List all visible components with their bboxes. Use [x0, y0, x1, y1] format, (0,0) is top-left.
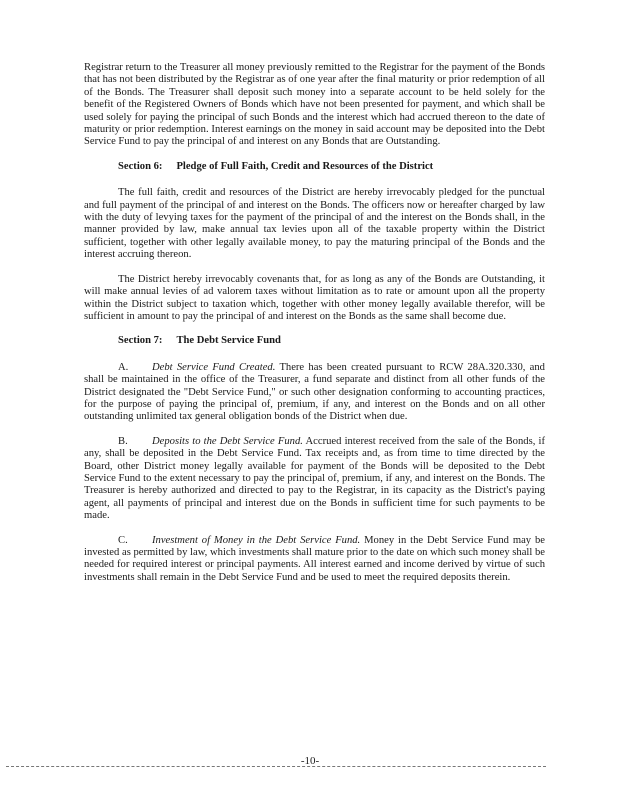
subsection-c-text: Money in the Debt Service Fund may be invested as permitted by law, which investments shall mature prior to the date on which such money shall be needed for required interest or principal payments. All interest earned and income derived by virtue of such investments shall remain in the Debt Service Fund and be used to meet the required deposits therein. [84, 534, 545, 583]
continued-paragraph: Registrar return to the Treasurer all money previously remitted to the Registrar for the payment of the Bonds that has not been distributed by the Registrar as of one year after the final maturity or prior redemption of all of the Bonds. The Treasurer shall deposit such money into a separate account to be held solely for the benefit of the Registered Owners of Bonds which have not been presented for payment, and which shall be used solely for paying the principal of such Bonds and the interest which had accrued thereon to the date of maturity or prior redemption. Interest earnings on the money in said account may be deposited into the Debt Service Fund to pay the principal of and interest on any Bonds that are Outstanding. [84, 62, 545, 148]
subsection-a-letter: A. [118, 361, 129, 373]
section-7-number: Section 7: [118, 335, 163, 347]
section-6-paragraph-1: The full faith, credit and resources of the District are hereby irrevocably pledged for the punctual and full payment of the principal of and interest on the Bonds. The officers now or hereafter charged by law with the duty of levying taxes for the payment of the principal of and the interest on the Bonds shall, in the manner provided by law, make annual tax levies upon all of the taxable property within the District sufficient, together with other legally available money, to pay the maturing principal of the Bonds and the interest accruing thereon. [84, 187, 545, 261]
section-7-title: The Debt Service Fund [176, 335, 281, 347]
subsection-c [84, 535, 545, 585]
section-6-paragraph-2: The District hereby irrevocably covenants that, for as long as any of the Bonds are Outstanding, it will make annual levies of ad valorem taxes without limitation as to rate or amount upon all the property within the District subject to taxation which, together with other money legally available therefor, will be sufficient in amount to pay the principal of and interest on the Bonds as the same shall become due. [84, 273, 545, 322]
subsection-c-letter: C. [118, 534, 128, 546]
subsection-a [84, 362, 545, 424]
subsection-b [84, 436, 545, 523]
subsection-b-text: Accrued interest received from the sale of the Bonds, if any, shall be deposited in the Debt Service Fund. Tax receipts and, as from time to time directed by the Board, other District money legally available for payment of the Bonds will be deposited to the Debt Service Fund to the extent necessary to pay the principal of, premium, if any, and interest on the Bonds. The Treasurer is hereby authorized and directed to pay to the Registrar, in its capacity as the District's paying agent, all payments of principal and interest due on the Bonds in sufficient time for such payments to be made. [84, 435, 545, 522]
subsection-a-title: Debt Service Fund Created. [152, 361, 276, 373]
subsection-c-title: Investment of Money in the Debt Service Fund. [152, 534, 361, 546]
page-number: -10- [300, 755, 320, 767]
footer-rule [6, 766, 546, 767]
subsection-b-letter: B. [118, 435, 128, 447]
page-body [84, 62, 545, 596]
section-7-heading [84, 335, 545, 347]
section-6-number: Section 6: [118, 160, 163, 172]
subsection-a-text: There has been created pursuant to RCW 28A.320.330, and shall be maintained in the office of the Treasurer, a fund separate and distinct from all other funds of the District designated the "Debt Service Fund," or such other designation conforming to accounting practices, for the purpose of paying the principal of, premium, if any, and interest on the Bonds and on all other outstanding unlimited tax general obligation bonds of the District when due. [84, 361, 545, 423]
section-6-title: Pledge of Full Faith, Credit and Resources of the District [176, 160, 434, 172]
subsection-b-title: Deposits to the Debt Service Fund. [152, 435, 303, 447]
section-6-heading [84, 161, 545, 173]
